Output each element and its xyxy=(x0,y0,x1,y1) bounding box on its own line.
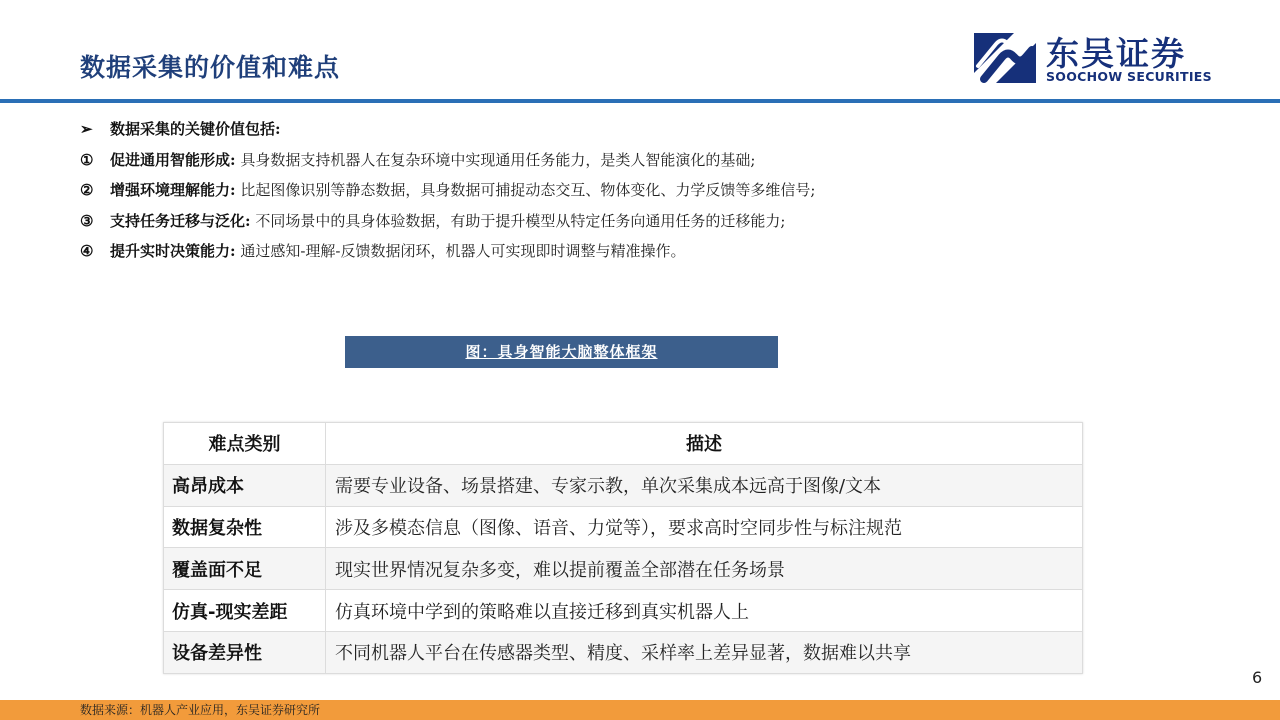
list-item xyxy=(80,145,1230,176)
item-number: ③ xyxy=(80,211,94,230)
description-cell: 仿真环境中学到的策略难以直接迁移到真实机器人上 xyxy=(326,590,1083,632)
column-header-category: 难点类别 xyxy=(164,423,326,465)
page-title: 数据采集的价值和难点 xyxy=(80,53,341,82)
item-lead: 支持任务迁移与泛化: xyxy=(110,211,251,230)
item-number: ② xyxy=(80,181,94,199)
arrow-bullet-icon: ➢ xyxy=(80,120,93,138)
intro-text: 数据采集的关键价值包括: xyxy=(110,120,281,138)
logo-chinese-name: 东吴证券 xyxy=(1046,34,1186,73)
description-cell: 涉及多模态信息（图像、语音、力觉等），要求高时空同步性与标注规范 xyxy=(326,506,1083,548)
table-row xyxy=(164,548,1083,590)
description-cell: 现实世界情况复杂多变，难以提前覆盖全部潜在任务场景 xyxy=(326,548,1083,590)
data-source-note: 数据来源：机器人产业应用，东吴证券研究所 xyxy=(80,703,321,717)
table-row xyxy=(164,506,1083,548)
intro-line xyxy=(80,114,1230,145)
column-header-description: 描述 xyxy=(326,423,1083,465)
footer-bar xyxy=(0,700,1280,720)
item-text: 比起图像识别等静态数据，具身数据可捕捉动态交互、物体变化、力学反馈等多维信号; xyxy=(235,181,816,199)
category-cell: 数据复杂性 xyxy=(164,506,326,548)
table-row xyxy=(164,631,1083,673)
description-cell: 不同机器人平台在传感器类型、精度、采样率上差异显著，数据难以共享 xyxy=(326,631,1083,673)
table-row xyxy=(164,464,1083,506)
item-lead: 促进通用智能形成: xyxy=(110,150,236,169)
logo-english-name: SOOCHOW SECURITIES xyxy=(1046,69,1212,84)
item-lead: 提升实时决策能力: xyxy=(110,242,236,260)
item-lead: 增强环境理解能力: xyxy=(110,181,236,199)
table-row xyxy=(164,590,1083,632)
item-text: 通过感知-理解-反馈数据闭环，机器人可实现即时调整与精准操作。 xyxy=(235,242,686,260)
page-number: 6 xyxy=(1252,668,1263,687)
soochow-logo-icon xyxy=(974,33,1036,83)
item-number: ① xyxy=(80,150,94,169)
company-logo xyxy=(974,30,1212,86)
table-header-row xyxy=(164,423,1083,465)
category-cell: 覆盖面不足 xyxy=(164,548,326,590)
list-item xyxy=(80,206,1230,237)
slide-header xyxy=(0,0,1280,104)
header-divider xyxy=(0,99,1280,103)
item-text: 具身数据支持机器人在复杂环境中实现通用任务能力，是类人智能演化的基础; xyxy=(235,150,756,169)
category-cell: 仿真-现实差距 xyxy=(164,590,326,632)
item-text: 不同场景中的具身体验数据，有助于提升模型从特定任务向通用任务的迁移能力; xyxy=(250,211,786,230)
list-item xyxy=(80,175,1230,206)
list-item xyxy=(80,236,1230,267)
difficulties-table xyxy=(163,422,1083,674)
item-number: ④ xyxy=(80,242,94,260)
description-cell: 需要专业设备、场景搭建、专家示教，单次采集成本远高于图像/文本 xyxy=(326,464,1083,506)
figure-title: 图：具身智能大脑整体框架 xyxy=(345,336,778,368)
value-points xyxy=(80,114,1230,267)
category-cell: 设备差异性 xyxy=(164,631,326,673)
category-cell: 高昂成本 xyxy=(164,464,326,506)
